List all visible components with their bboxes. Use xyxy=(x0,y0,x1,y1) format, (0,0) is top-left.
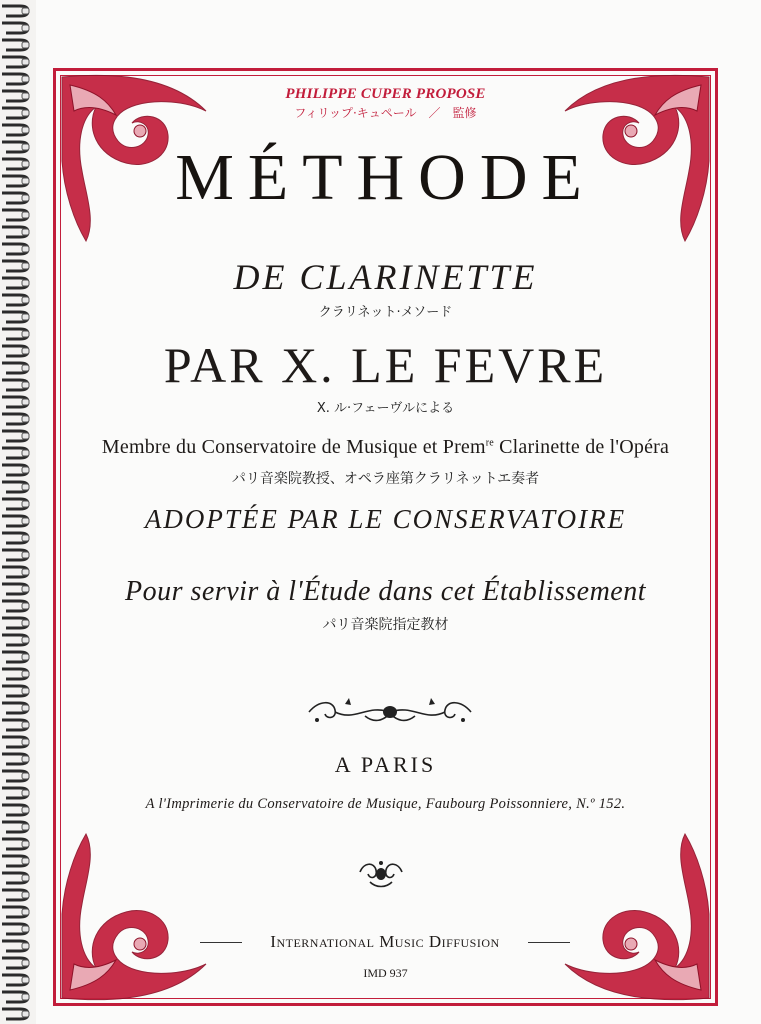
credentials-jp: パリ音楽院教授、オペラ座第クラリネットエ奏者 xyxy=(231,471,540,487)
credentials-line xyxy=(60,436,711,459)
subtitle: DE CLARINETTE xyxy=(233,257,538,297)
author-jp: X. ル·フェーヴルによる xyxy=(316,401,455,416)
spiral-binding-icon xyxy=(0,0,36,1024)
purpose-jp: パリ音楽院指定教材 xyxy=(322,617,449,633)
scroll-divider-ornament-icon xyxy=(305,694,475,730)
subtitle-jp: クラリネット·メソード xyxy=(318,305,453,320)
credentials-superscript: re xyxy=(485,437,494,449)
publisher-line: PHILIPPE CUPER PROPOSE xyxy=(285,86,486,102)
catalog-code: IMD 937 xyxy=(363,966,408,980)
imprint-address: A l'Imprimerie du Conservatoire de Musique, Faubourg Poissonniere, N.º 152. xyxy=(145,796,626,812)
page-title: MÉTHODE xyxy=(175,141,596,214)
footer-publisher: International Music Diffusion xyxy=(270,932,500,951)
small-flourish-ornament-icon xyxy=(356,858,406,892)
city-line: A PARIS xyxy=(334,752,437,777)
publisher-line-jp: フィリップ·キュペール ／ 監修 xyxy=(294,106,477,120)
purpose-line: Pour servir à l'Étude dans cet Établissement xyxy=(124,576,647,607)
credentials-text-a: Membre du Conservatoire de Musique et Prem xyxy=(101,436,486,458)
credentials-text-b: Clarinette de l'Opéra xyxy=(493,436,670,458)
footer-publisher-row xyxy=(200,930,570,954)
adoption-line: ADOPTÉE PAR LE CONSERVATOIRE xyxy=(144,504,627,534)
author: PAR X. LE FEVRE xyxy=(163,337,608,393)
footer-rule-right xyxy=(528,942,570,943)
